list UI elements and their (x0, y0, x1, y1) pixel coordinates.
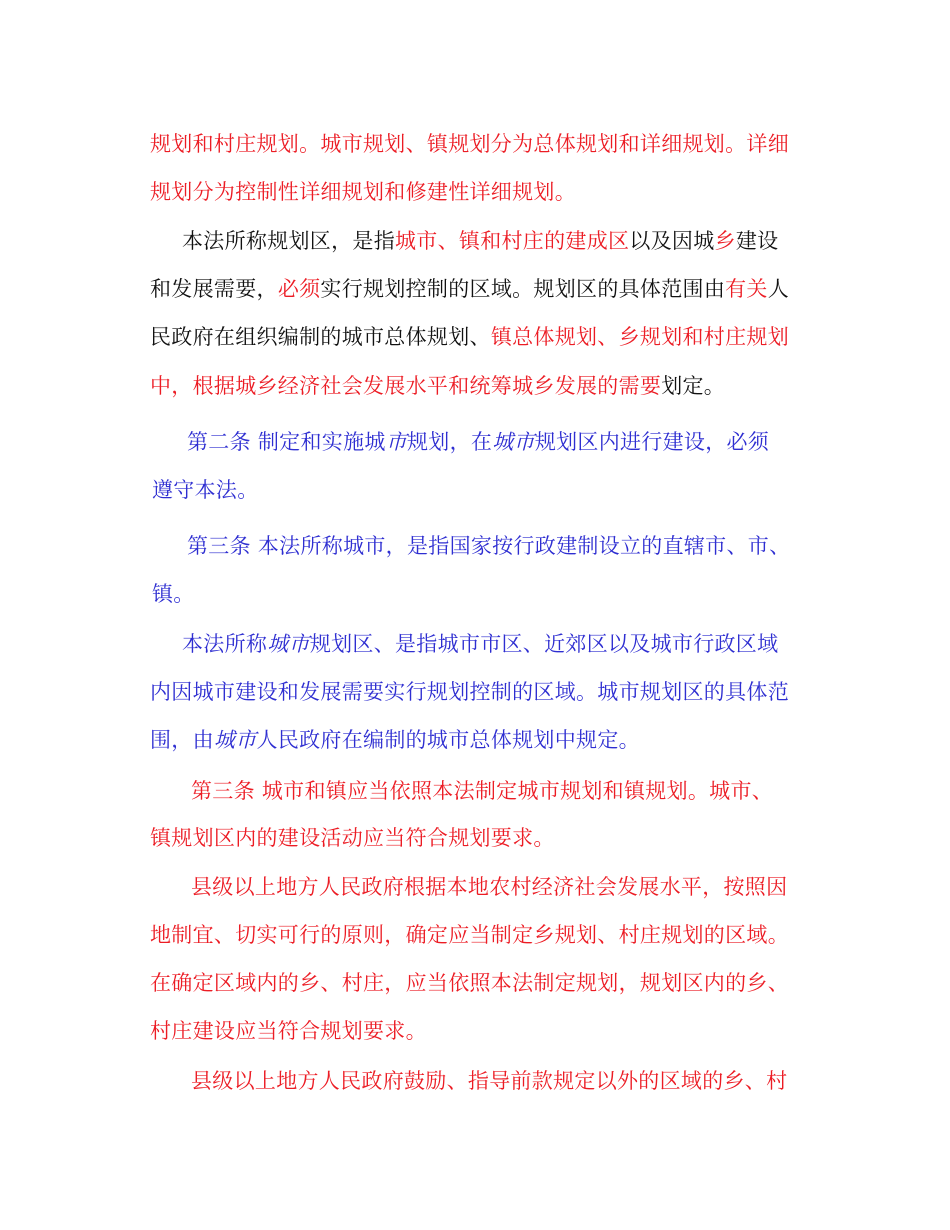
para5-text: 规划区、是指城市市区、近郊区以及城市行政区域 (309, 632, 779, 656)
article3b-line1 (191, 776, 773, 806)
para5-text: 本法所称 (182, 632, 268, 656)
para5-line3 (150, 725, 640, 755)
article2-text: 第二条 制定和实施城 (187, 430, 386, 454)
para2-highlight: 镇总体规划、乡规划和村庄规划 (490, 325, 790, 349)
para7-line4 (150, 1016, 427, 1046)
para2-text: 实行规划控制的区域。规划区的具体范围由 (320, 277, 726, 301)
para2-text: 人 (767, 277, 790, 301)
para1-line2 (150, 177, 576, 207)
article3b-text: 镇规划区内的建设活动应当符合规划要求。 (150, 826, 555, 850)
para2-highlight: 城市、镇和村庄的建成区 (395, 229, 630, 253)
para2-highlight: 必须 (277, 277, 321, 301)
para7-text: 在确定区域内的乡、村庄，应当依照本法制定规划，规划区内的乡、 (150, 971, 789, 995)
article3-text: 第三条 本法所称城市，是指国家按行政建制设立的直辖市、市、 (187, 534, 791, 558)
para2-text: 以及因城 (629, 229, 715, 253)
para2-line1 (182, 226, 778, 256)
article2-line1 (187, 427, 769, 457)
article2-italic: 市 (385, 430, 407, 454)
article3-text: 镇。 (152, 582, 195, 606)
para7-line2 (150, 920, 789, 950)
para1-text: 规划分为控制性详细规划和修建性详细规划。 (150, 180, 576, 204)
article3-line2 (152, 579, 195, 609)
para2-highlight: 乡 (714, 229, 736, 253)
para5-line1 (182, 629, 778, 659)
para1-text: 规划和村庄规划。城市规划、镇规划分为总体规划和详细规划。详细 (150, 132, 789, 156)
para7-text: 县级以上地方人民政府根据本地农村经济社会发展水平，按照因 (191, 875, 788, 899)
article2-italic: 城市 (492, 430, 535, 454)
para2-text: 民政府在组织编制的城市总体规划、 (150, 325, 491, 349)
para2-line3 (150, 322, 789, 352)
para5-text: 人民政府在编制的城市总体规划中规定。 (256, 728, 640, 752)
para5-line2 (150, 677, 789, 707)
article3b-text: 第三条 城市和镇应当依照本法制定城市规划和镇规划。城市、 (191, 779, 774, 803)
para5-italic: 城市 (213, 728, 257, 752)
para2-line4 (150, 371, 725, 401)
article2-line2 (152, 475, 259, 505)
article2-text: 规划，在 (407, 430, 493, 454)
para1-line1 (150, 129, 789, 159)
para7-text: 村庄建设应当符合规划要求。 (150, 1019, 427, 1043)
para2-highlight: 有关 (725, 277, 768, 301)
para5-italic: 城市 (267, 632, 310, 656)
article3b-line2 (150, 823, 555, 853)
article2-text: 规划区内进行建设，必须 (534, 430, 770, 454)
para7-line1 (191, 872, 787, 902)
para2-text: 和发展需要， (150, 277, 278, 301)
para2-text: 本法所称规划区，是指 (182, 229, 395, 253)
para2-highlight: 中，根据城乡经济社会发展水平和统筹城乡发展的需要 (150, 374, 662, 398)
para7-text: 地制宜、切实可行的原则，确定应当制定乡规划、村庄规划的区域。 (150, 923, 789, 947)
article3-line1 (187, 531, 790, 561)
para5-text: 围，由 (150, 728, 214, 752)
para5-text: 内因城市建设和发展需要实行规划控制的区域。城市规划区的具体范 (150, 680, 789, 704)
para2-line2 (150, 274, 789, 304)
para2-text: 划定。 (661, 374, 726, 398)
para2-text: 建设 (735, 229, 779, 253)
para7-line3 (150, 968, 789, 998)
para8-text: 县级以上地方人民政府鼓励、指导前款规定以外的区域的乡、村 (191, 1069, 788, 1093)
article2-text: 遵守本法。 (152, 478, 259, 502)
para8-line1 (191, 1066, 787, 1096)
